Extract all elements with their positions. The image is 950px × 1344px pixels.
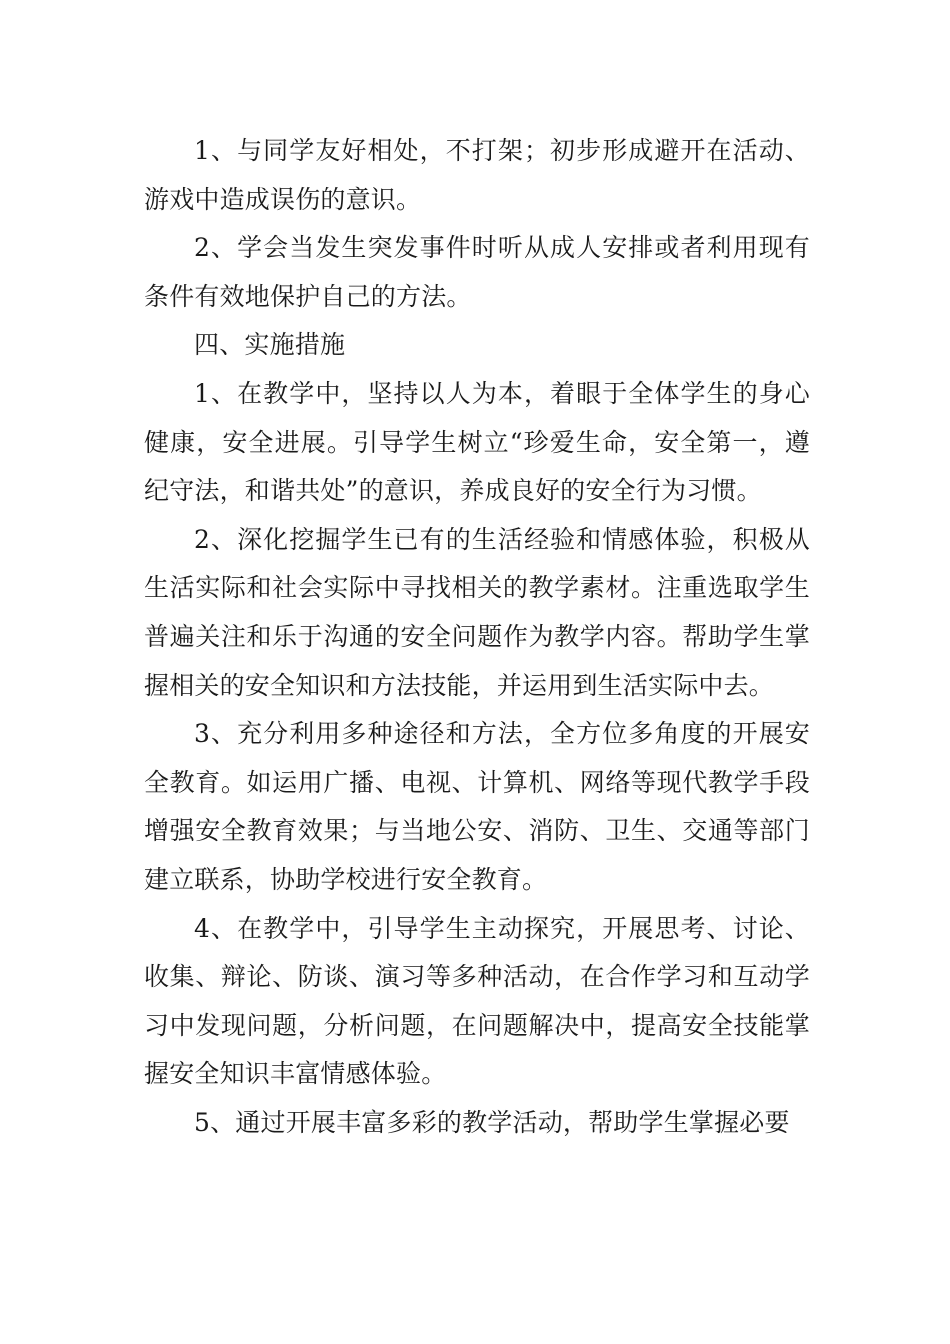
paragraph-measure-5: 5、通过开展丰富多彩的教学活动，帮助学生掌握必要 — [194, 1107, 790, 1137]
paragraph-measure-3: 3、充分利用多种途径和方法，全方位多角度的开展安全教育。如运用广播、电视、计算机、网络等现代教学手段增强安全教育效果；与当地公安、消防、卫生、交通等部门建立联系，协助学校进行安全教育。 — [144, 719, 810, 894]
section-heading-measures: 四、实施措施 — [194, 330, 346, 360]
paragraph-goal-1: 1、与同学友好相处，不打架；初步形成避开在活动、游戏中造成误伤的意识。 — [144, 136, 810, 214]
paragraph-measure-4: 4、在教学中，引导学生主动探究，开展思考、讨论、收集、辩论、防谈、演习等多种活动，在合作学习和互动学习中发现问题，分析问题，在问题解决中，提高安全技能掌握安全知识丰富情感体验。 — [144, 913, 810, 1089]
paragraph-goal-2: 2、学会当发生突发事件时听从成人安排或者利用现有条件有效地保护自己的方法。 — [144, 233, 810, 311]
paragraph-measure-1: 1、在教学中，坚持以人为本，着眼于全体学生的身心健康，安全进展。引导学生树立“珍爱生命，安全第一，遵纪守法，和谐共处”的意识，养成良好的安全行为习惯。 — [144, 378, 810, 506]
paragraph-measure-2: 2、深化挖掘学生已有的生活经验和情感体验，积极从生活实际和社会实际中寻找相关的教学素材。注重选取学生普遍关注和乐于沟通的安全问题作为教学内容。帮助学生掌握相关的安全知识和方法技能，并运用到生活实际中去。 — [144, 524, 810, 700]
document-body — [144, 127, 810, 1147]
